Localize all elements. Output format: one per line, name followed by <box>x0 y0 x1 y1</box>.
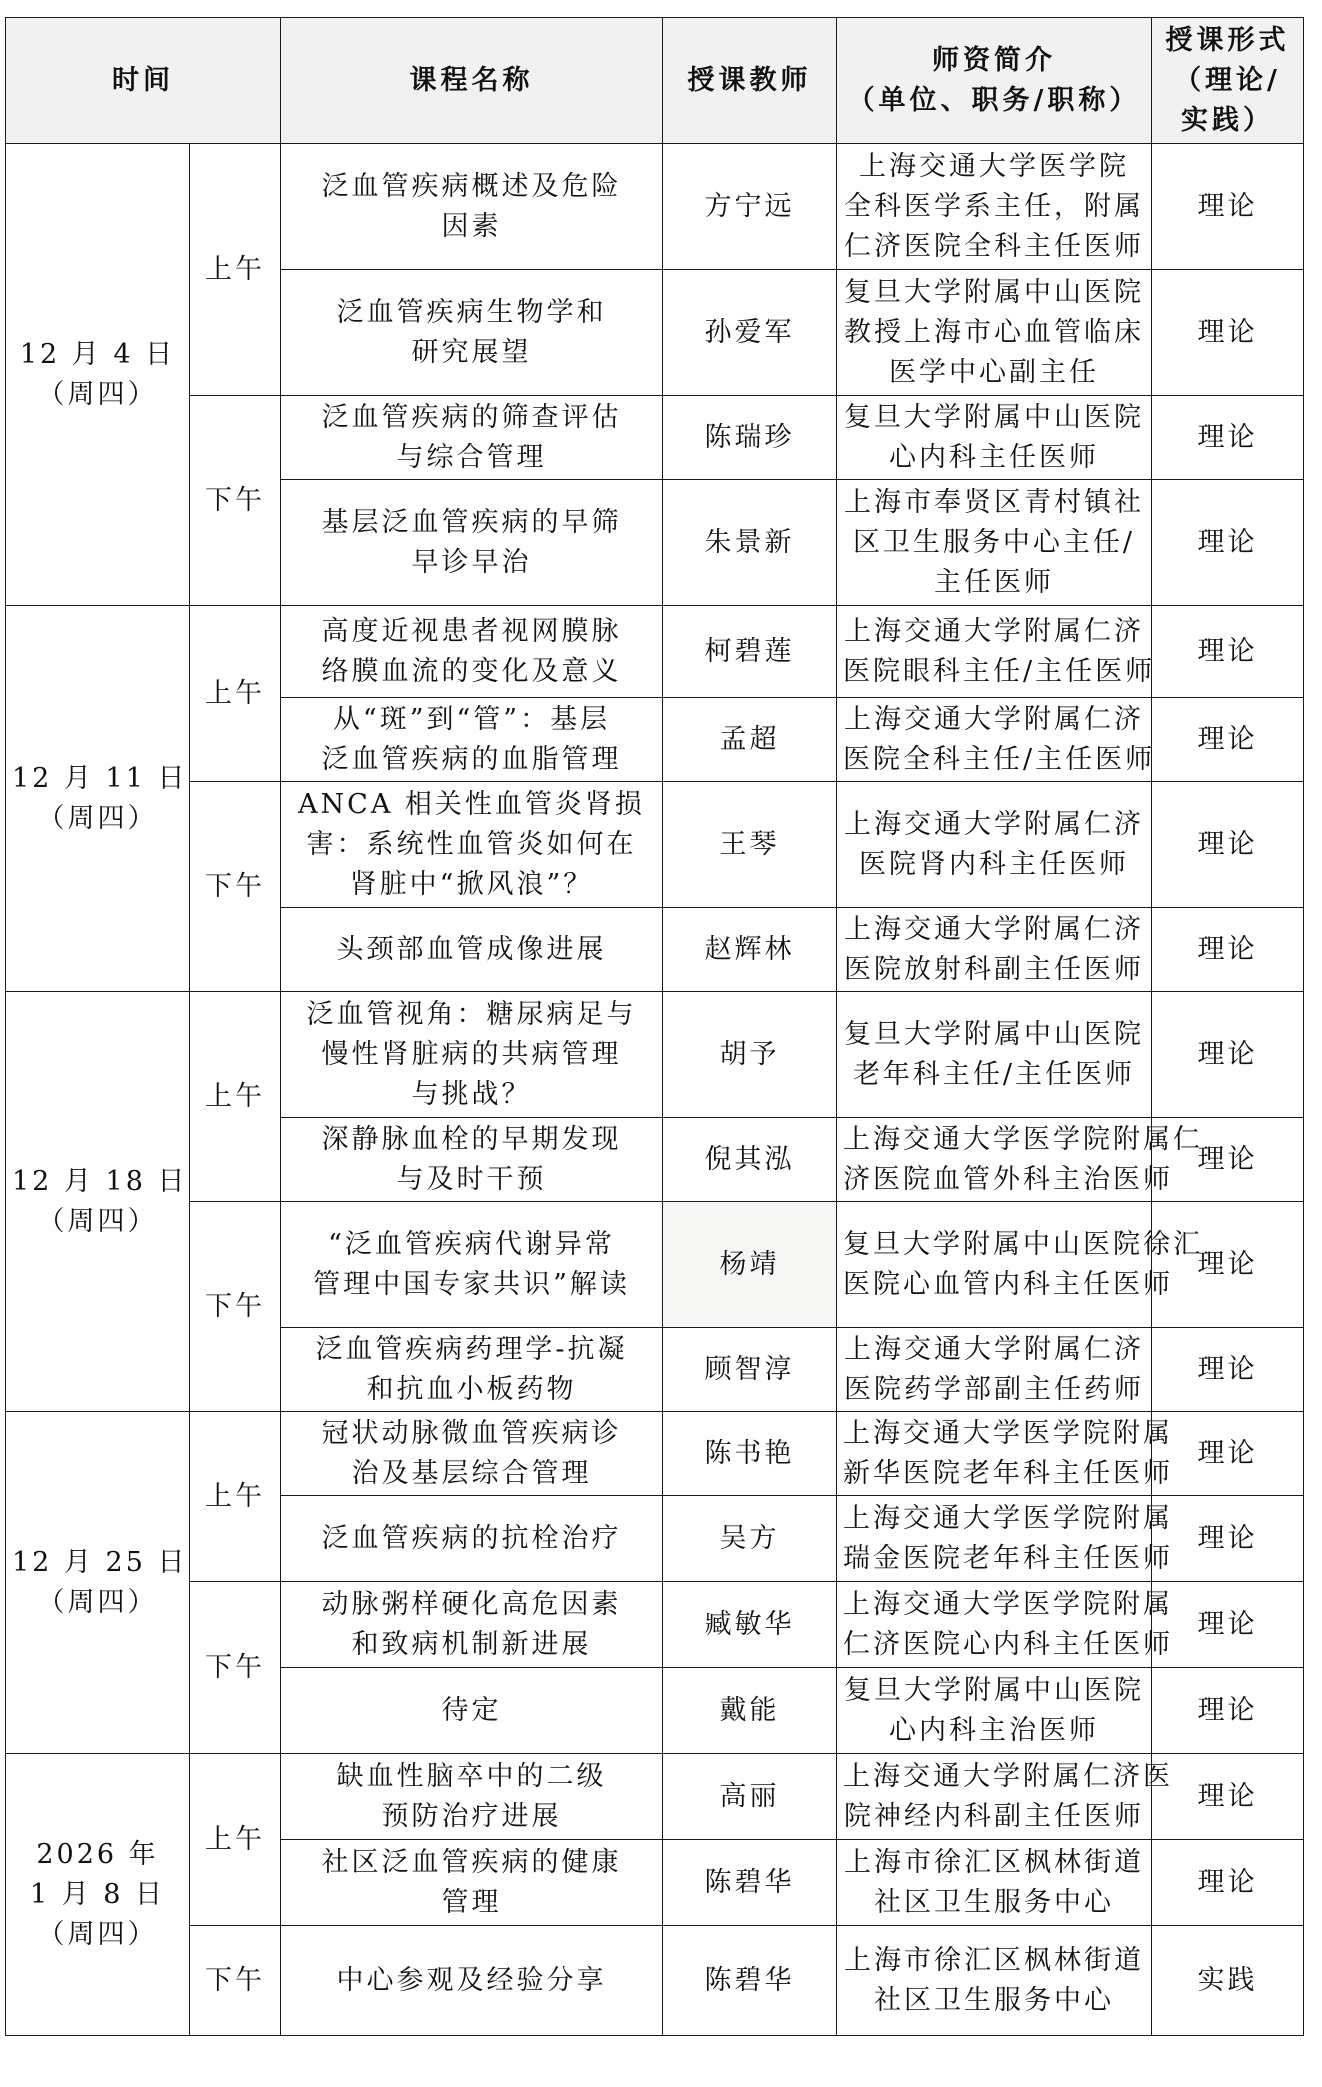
course-cell <box>281 698 663 782</box>
course-line: 泛血管疾病的筛查评估 <box>321 401 622 433</box>
teacher-cell: 胡予 <box>663 992 837 1118</box>
teacher-cell: 倪其泓 <box>663 1118 837 1202</box>
header-format <box>1152 18 1304 144</box>
session-morning: 上午 <box>190 992 281 1202</box>
teacher-cell: 王琴 <box>663 782 837 908</box>
course-cell <box>281 270 663 396</box>
teacher-cell: 朱景新 <box>663 480 837 606</box>
profile-cell <box>837 698 1156 782</box>
format-cell: 理论 <box>1152 992 1304 1118</box>
format-cell: 理论 <box>1152 908 1304 992</box>
profile-line: 上海交通大学附属仁济医 <box>843 1760 1173 1792</box>
format-cell: 理论 <box>1152 1840 1304 1926</box>
profile-line: 仁济医院全科主任医师 <box>844 230 1144 262</box>
course-line: 深静脉血栓的早期发现 <box>321 1123 622 1155</box>
table-row <box>6 1754 1304 1840</box>
header-profile-line-1: 师资简介 <box>932 44 1056 76</box>
course-cell <box>281 1118 663 1202</box>
table-row <box>6 144 1304 270</box>
header-teacher: 授课教师 <box>663 18 837 144</box>
profile-line: 上海交通大学医学院附属 <box>843 1502 1173 1534</box>
date-line-1: 12 月 18 日 <box>12 1165 188 1197</box>
course-line: 冠状动脉微血管疾病诊 <box>321 1417 622 1449</box>
course-line: 与综合管理 <box>396 441 547 473</box>
profile-line: 上海市奉贤区青村镇社 <box>844 486 1144 518</box>
profile-line: 上海交通大学附属仁济 <box>844 808 1144 840</box>
profile-line: 济医院血管外科主治医师 <box>843 1163 1173 1195</box>
date-cell <box>6 606 190 992</box>
header-time: 时间 <box>6 18 281 144</box>
course-line: 研究展望 <box>411 336 532 368</box>
teacher-cell: 高丽 <box>663 1754 837 1840</box>
profile-cell <box>837 144 1152 270</box>
profile-cell <box>837 1328 1152 1412</box>
teacher-cell: 陈书艳 <box>663 1412 837 1496</box>
format-cell: 理论 <box>1152 270 1304 396</box>
course-line: 和抗血小板药物 <box>366 1373 577 1405</box>
course-line: 早诊早治 <box>411 546 532 578</box>
date-cell <box>6 1754 190 2036</box>
profile-line: 医院全科主任/主任医师 <box>843 743 1156 775</box>
date-cell <box>6 144 190 606</box>
profile-line: 瑞金医院老年科主任医师 <box>843 1542 1173 1574</box>
teacher-cell: 赵辉林 <box>663 908 837 992</box>
course-line: 管理 <box>441 1886 502 1918</box>
format-cell: 理论 <box>1152 1582 1304 1668</box>
profile-line: 区卫生服务中心主任/ <box>852 526 1136 558</box>
date-line-1: 12 月 11 日 <box>12 762 188 794</box>
teacher-cell: 孙爱军 <box>663 270 837 396</box>
profile-line: 医院药学部副主任药师 <box>844 1373 1144 1405</box>
course-line: 高度近视患者视网膜脉 <box>321 615 622 647</box>
session-afternoon: 下午 <box>190 396 281 606</box>
course-cell <box>281 144 663 270</box>
profile-line: 复旦大学附属中山医院 <box>844 401 1144 433</box>
profile-cell <box>837 908 1152 992</box>
course-cell <box>281 1328 663 1412</box>
course-line: 肾脏中“掀风浪”？ <box>349 868 594 900</box>
profile-line: 全科医学系主任，附属 <box>844 190 1144 222</box>
course-line: 和致病机制新进展 <box>351 1628 592 1660</box>
course-line: 从“斑”到“管”：基层 <box>332 703 611 735</box>
course-line: 预防治疗进展 <box>381 1800 562 1832</box>
header-format-line-2: （理论/ <box>1174 64 1281 96</box>
profile-line: 心内科主治医师 <box>889 1714 1099 1746</box>
profile-cell <box>837 480 1152 606</box>
table-row <box>6 782 1304 908</box>
date-cell <box>6 1412 190 1754</box>
profile-line: 上海市徐汇区枫林街道 <box>844 1846 1144 1878</box>
course-line: 泛血管疾病的血脂管理 <box>321 743 622 775</box>
profile-line: 上海交通大学附属仁济 <box>844 913 1144 945</box>
profile-line: 上海交通大学附属仁济 <box>844 1333 1144 1365</box>
course-cell <box>281 992 663 1118</box>
teacher-cell: 戴能 <box>663 1668 837 1754</box>
session-afternoon: 下午 <box>190 1926 281 2036</box>
teacher-cell: 顾智淳 <box>663 1328 837 1412</box>
profile-cell <box>837 396 1152 480</box>
format-cell: 理论 <box>1152 1668 1304 1754</box>
session-morning: 上午 <box>190 144 281 396</box>
course-line: 络膜血流的变化及意义 <box>321 655 622 687</box>
course-line: 因素 <box>441 210 502 242</box>
profile-line: 上海市徐汇区枫林街道 <box>844 1944 1144 1976</box>
profile-cell <box>837 1926 1152 2036</box>
course-cell <box>281 1496 663 1582</box>
table-row <box>6 396 1304 480</box>
teacher-cell: 吴方 <box>663 1496 837 1582</box>
header-row <box>6 18 1304 144</box>
session-morning: 上午 <box>190 1412 281 1582</box>
format-cell: 理论 <box>1152 1118 1304 1202</box>
date-line-3: （周四） <box>37 1918 158 1950</box>
course-line: 头颈部血管成像进展 <box>336 933 607 965</box>
session-morning: 上午 <box>190 606 281 782</box>
header-course: 课程名称 <box>281 18 663 144</box>
date-line-1: 2026 年 <box>36 1838 159 1870</box>
format-cell: 理论 <box>1152 1754 1304 1840</box>
profile-cell <box>837 270 1152 396</box>
profile-line: 医学中心副主任 <box>889 356 1099 388</box>
profile-line: 主任医师 <box>934 566 1054 598</box>
profile-line: 心内科主任医师 <box>889 441 1099 473</box>
course-line: 泛血管疾病的抗栓治疗 <box>321 1522 622 1554</box>
teacher-cell: 陈瑞珍 <box>663 396 837 480</box>
header-profile <box>837 18 1152 144</box>
format-cell: 理论 <box>1152 1496 1304 1582</box>
date-line-2: （周四） <box>37 1586 158 1618</box>
table-row <box>6 1582 1304 1668</box>
date-line-2: （周四） <box>37 378 158 410</box>
course-cell <box>281 1754 663 1840</box>
course-line: 与及时干预 <box>396 1163 547 1195</box>
course-cell <box>281 1582 663 1668</box>
session-morning: 上午 <box>190 1754 281 1926</box>
format-cell: 理论 <box>1152 480 1304 606</box>
profile-cell <box>837 1582 1173 1668</box>
profile-cell <box>837 782 1152 908</box>
header-format-line-3: 实践） <box>1181 104 1274 136</box>
profile-line: 社区卫生服务中心 <box>874 1886 1114 1918</box>
course-line: 慢性肾脏病的共病管理 <box>321 1038 622 1070</box>
profile-line: 医院心血管内科主任医师 <box>843 1268 1173 1300</box>
date-line-1: 12 月 4 日 <box>19 338 176 370</box>
course-line: 缺血性脑卒中的二级 <box>336 1760 607 1792</box>
profile-line: 医院肾内科主任医师 <box>859 848 1129 880</box>
profile-line: 医院放射科副主任医师 <box>844 953 1144 985</box>
course-line: 中心参观及经验分享 <box>336 1964 607 1996</box>
format-cell: 实践 <box>1152 1926 1304 2036</box>
course-line: 治及基层综合管理 <box>351 1457 592 1489</box>
course-cell <box>281 908 663 992</box>
course-cell <box>281 1412 663 1496</box>
course-cell <box>281 480 663 606</box>
teacher-cell: 臧敏华 <box>663 1582 837 1668</box>
schedule-table <box>5 17 1304 2036</box>
table-row <box>6 992 1304 1118</box>
table-row <box>6 1202 1304 1328</box>
table-row <box>6 1412 1304 1496</box>
course-line: 动脉粥样硬化高危因素 <box>321 1588 622 1620</box>
course-cell <box>281 1668 663 1754</box>
profile-cell <box>837 1668 1152 1754</box>
profile-line: 上海交通大学医学院 <box>859 150 1129 182</box>
teacher-cell: 方宁远 <box>663 144 837 270</box>
profile-cell <box>837 1118 1203 1202</box>
session-afternoon: 下午 <box>190 1582 281 1754</box>
session-afternoon: 下午 <box>190 782 281 992</box>
course-line: 社区泛血管疾病的健康 <box>321 1846 622 1878</box>
format-cell: 理论 <box>1152 144 1304 270</box>
course-line: 管理中国专家共识”解读 <box>313 1268 630 1300</box>
profile-cell <box>837 1412 1173 1496</box>
profile-line: 复旦大学附属中山医院 <box>844 1018 1144 1050</box>
profile-cell <box>837 992 1152 1118</box>
session-afternoon: 下午 <box>190 1202 281 1412</box>
course-cell <box>281 396 663 480</box>
format-cell: 理论 <box>1152 1202 1304 1328</box>
course-cell <box>281 606 663 698</box>
course-line: 泛血管疾病生物学和 <box>336 296 607 328</box>
profile-line: 院神经内科副主任医师 <box>844 1800 1144 1832</box>
date-cell <box>6 992 190 1412</box>
format-cell: 理论 <box>1152 782 1304 908</box>
profile-line: 仁济医院心内科主任医师 <box>843 1628 1173 1660</box>
course-line: 待定 <box>441 1694 502 1726</box>
format-cell: 理论 <box>1152 606 1304 698</box>
course-line: 泛血管视角：糖尿病足与 <box>306 998 637 1030</box>
profile-line: 上海交通大学附属仁济 <box>844 615 1144 647</box>
profile-line: 复旦大学附属中山医院 <box>844 1674 1144 1706</box>
date-line-1: 12 月 25 日 <box>12 1546 188 1578</box>
teacher-cell: 陈碧华 <box>663 1926 837 2036</box>
course-line: 泛血管疾病概述及危险 <box>321 170 622 202</box>
profile-line: 复旦大学附属中山医院徐汇 <box>843 1228 1203 1260</box>
profile-line: 复旦大学附属中山医院 <box>844 276 1144 308</box>
format-cell: 理论 <box>1152 396 1304 480</box>
profile-line: 上海交通大学附属仁济 <box>844 703 1144 735</box>
course-cell <box>281 1926 663 2036</box>
header-profile-line-2: （单位、职务/职称） <box>847 84 1141 116</box>
profile-cell <box>837 1202 1203 1328</box>
teacher-cell: 孟超 <box>663 698 837 782</box>
profile-line: 老年科主任/主任医师 <box>852 1058 1136 1090</box>
teacher-cell: 陈碧华 <box>663 1840 837 1926</box>
profile-cell <box>837 1840 1152 1926</box>
teacher-cell: 柯碧莲 <box>663 606 837 698</box>
course-line: 基层泛血管疾病的早筛 <box>321 506 622 538</box>
format-cell: 理论 <box>1152 1412 1304 1496</box>
course-line: ANCA 相关性血管炎肾损 <box>298 788 645 820</box>
profile-line: 社区卫生服务中心 <box>874 1984 1114 2016</box>
profile-line: 上海交通大学医学院附属 <box>843 1417 1173 1449</box>
profile-line: 上海交通大学医学院附属仁 <box>843 1123 1203 1155</box>
profile-line: 医院眼科主任/主任医师 <box>843 655 1156 687</box>
format-cell: 理论 <box>1152 1328 1304 1412</box>
course-line: “泛血管疾病代谢异常 <box>328 1228 615 1260</box>
course-line: 泛血管疾病药理学-抗凝 <box>315 1333 628 1365</box>
date-line-2: （周四） <box>37 1205 158 1237</box>
profile-line: 上海交通大学医学院附属 <box>843 1588 1173 1620</box>
course-cell <box>281 1840 663 1926</box>
date-line-2: 1 月 8 日 <box>29 1878 166 1910</box>
profile-line: 教授上海市心血管临床 <box>844 316 1144 348</box>
table-row <box>6 1926 1304 2036</box>
profile-cell <box>837 606 1156 698</box>
course-line: 害：系统性血管炎如何在 <box>306 828 637 860</box>
profile-cell <box>837 1496 1173 1582</box>
profile-line: 新华医院老年科主任医师 <box>843 1457 1173 1489</box>
teacher-cell: 杨靖 <box>663 1202 837 1328</box>
date-line-2: （周四） <box>37 802 158 834</box>
header-format-line-1: 授课形式 <box>1165 24 1290 56</box>
course-cell <box>281 1202 663 1328</box>
table-row <box>6 606 1304 698</box>
course-line: 与挑战？ <box>411 1078 532 1110</box>
course-cell <box>281 782 663 908</box>
format-cell: 理论 <box>1152 698 1304 782</box>
profile-cell <box>837 1754 1173 1840</box>
